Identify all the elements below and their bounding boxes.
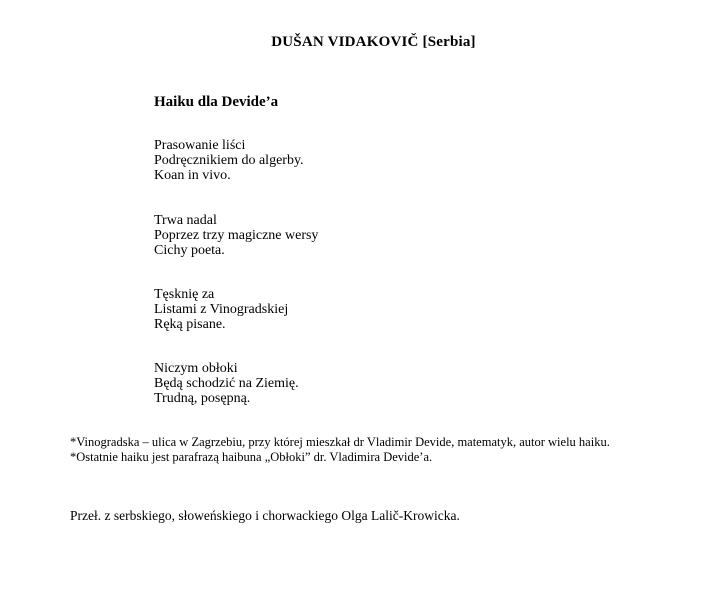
poem-title: Haiku dla Devide’a (154, 94, 279, 110)
stanza-2 (154, 213, 318, 258)
stanza-line: Tęsknię za (154, 287, 215, 302)
stanza-line: Prasowanie liści (154, 138, 246, 153)
stanza-3 (154, 287, 288, 332)
author-header: DUŠAN VIDAKOVIČ [Serbia] (271, 34, 476, 50)
footnote: *Ostatnie haiku jest parafrazą haibuna „Obłoki” dr. Vladimira Devide’a. (70, 450, 433, 464)
stanza-line: Listami z Vinogradskiej (154, 302, 289, 317)
stanza-line: Cichy poeta. (154, 243, 225, 258)
stanza-line: Będą schodzić na Ziemię. (154, 376, 299, 391)
stanza-line: Trudną, posępną. (154, 391, 251, 406)
stanza-line: Poprzez trzy magiczne wersy (154, 228, 319, 243)
stanza-line: Niczym obłoki (154, 361, 238, 376)
stanza-line: Podręcznikiem do algerby. (154, 153, 304, 168)
stanza-line: Trwa nadal (154, 213, 217, 228)
translator-credit: Przeł. z serbskiego, słoweńskiego i chorwackiego Olga Lalič-Krowicka. (70, 508, 460, 523)
footnotes (70, 435, 610, 465)
stanza-1 (154, 138, 304, 183)
stanza-line: Ręką pisane. (154, 317, 226, 332)
stanza-line: Koan in vivo. (154, 168, 231, 183)
stanza-4 (154, 361, 299, 406)
footnote: *Vinogradska – ulica w Zagrzebiu, przy której mieszkał dr Vladimir Devide, matematyk, autor wielu haiku. (70, 435, 610, 449)
